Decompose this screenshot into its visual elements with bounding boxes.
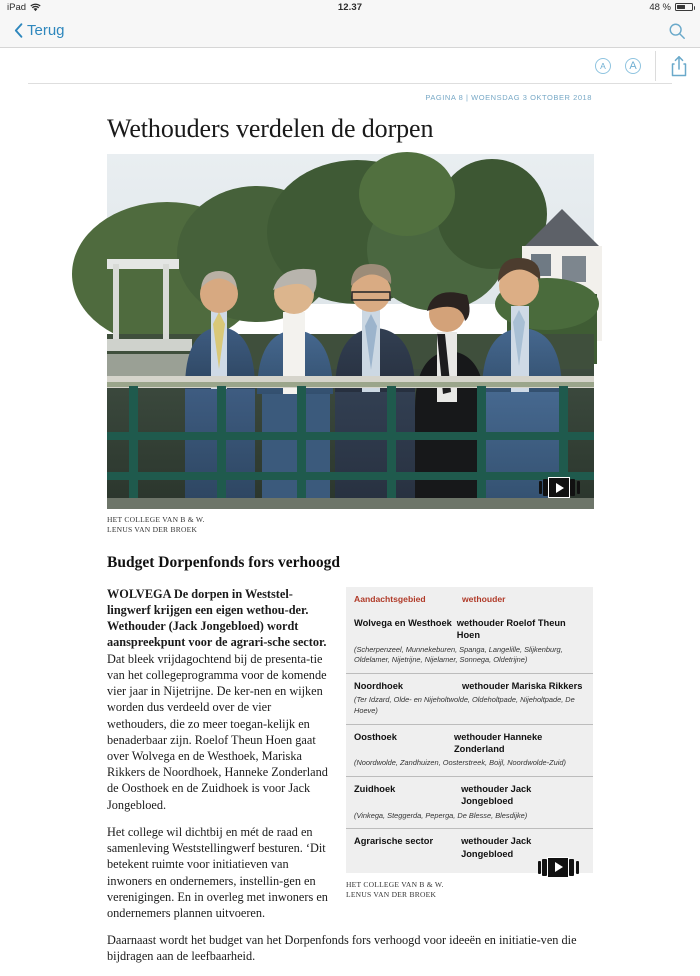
play-bar-right-outer — [576, 861, 579, 874]
table-cell-villages: (Scherpenzeel, Munnekeburen, Spanga, Langelille, Slijkenburg, Oldelamer, Nijetrijne, Nijelamer, Sonnega, Oldetrijne) — [354, 644, 563, 665]
reader-toolbar — [0, 48, 700, 83]
article-paragraph-2: Dat bleek vrijdagochtend bij de presenta‐tie van het collegeprogramma voor de komende vier jaar in Nijetrijne. De ker‐nen en wijken worden dus verdeeld over de vier wethouders, die zo meer toegan‐kelijk en benaderbaar zijn. Roelof Theun Hoen gaat over Wolvega en de Westhoek, Mariska Rikkers de Noordhoek, Hanneke Zonderland de Oosthoek en de Zuidhoek is voor Jack Jongebloed. — [107, 651, 328, 812]
text-size-decrease-button[interactable]: A — [595, 58, 611, 74]
play-bar-left-outer — [539, 481, 542, 494]
table-cell-villages: (Ter Idzard, Olde- en Nijeholtwolde, Oldeholtpade, Nijeholtpade, De Hoeve) — [354, 695, 575, 716]
toolbar-divider — [655, 51, 656, 81]
article-photo[interactable] — [107, 154, 594, 509]
play-bar-right-outer — [577, 481, 580, 494]
status-bar — [0, 0, 700, 14]
table-row — [346, 776, 593, 828]
table-cell-official: wethouder Hanneke Zonderland — [453, 731, 543, 755]
photo-credit-line-2: LENUS VAN DER BROEK — [107, 524, 198, 534]
article-paragraph-3: Het college wil dichtbij en mét de raad en samenleving Weststellingwerf besturen. ‘Dit betekent ruimte voor initiatieven van inwoners en ondernemers, instellin‐gen en verenigingen. En in overleg met inwoners en ondernemers plannen uitvoeren. — [107, 824, 328, 920]
table-row — [346, 724, 593, 776]
search-icon[interactable] — [668, 22, 686, 40]
article-lead-paragraph: WOLVEGA De dorpen in Weststel‐lingwerf krijgen een eigen wethou‐der. Wethouder (Jack Jongebloed) wordt aanspreekpunt voor de agrari‐sche sector. — [107, 586, 327, 650]
photo-credit-line-1: HET COLLEGE VAN B & W. — [107, 515, 205, 524]
battery-icon — [675, 3, 693, 11]
photo-credit — [107, 515, 593, 535]
article-container — [0, 93, 700, 976]
table-credit-line-2: LENUS VAN DER BROEK — [346, 889, 437, 899]
play-button-icon[interactable] — [547, 857, 569, 878]
table-credit — [346, 880, 593, 900]
table-row — [346, 611, 593, 673]
portfolio-table — [346, 587, 593, 873]
back-button-label: Terug — [27, 22, 65, 39]
table-cell-official: wethouder Roelof Theun Hoen — [456, 618, 566, 641]
play-button-icon[interactable] — [548, 477, 570, 498]
share-icon[interactable] — [670, 55, 688, 77]
table-cell-area: Oosthoek — [354, 731, 397, 742]
table-credit-line-1: HET COLLEGE VAN B & W. — [346, 879, 444, 889]
article-body — [107, 586, 593, 976]
text-size-controls — [595, 58, 655, 74]
photo-play-button[interactable] — [537, 477, 581, 498]
back-button[interactable] — [14, 22, 65, 39]
play-bar-right-inner — [569, 859, 574, 876]
navigation-bar — [0, 14, 700, 48]
table-header-row — [346, 587, 593, 611]
battery-percent-label: 48 % — [649, 1, 671, 13]
status-bar-right — [649, 2, 693, 13]
table-cell-area: Noordhoek — [354, 681, 404, 692]
status-bar-clock: 12.37 — [337, 1, 363, 13]
chevron-left-icon — [14, 23, 23, 38]
device-name: iPad — [7, 1, 27, 13]
table-cell-villages: (Noordwolde, Zandhuizen, Oosterstreek, Boijl, Noordwolde-Zuid) — [354, 758, 566, 768]
table-header-area: Aandachtsgebied — [354, 593, 426, 604]
table-cell-villages: (Vinkega, Steggerda, Peperga, De Blesse, Blesdijke) — [354, 810, 528, 820]
table-cell-official: wethouder Jack Jongebloed — [461, 784, 532, 807]
table-header-official: wethouder — [462, 593, 506, 604]
table-cell-area: Agrarische sector — [354, 836, 434, 847]
article-paragraph-4: Daarnaast wordt het budget van het Dorpenfonds fors verhoogd voor ideeën en initiatie‐ven die bijdragen aan de leefbaarheid. — [107, 933, 577, 964]
article-subheadline: Budget Dorpenfonds fors verhoogd — [107, 553, 340, 571]
play-bar-left-outer — [538, 861, 541, 874]
table-cell-official: wethouder Jack Jongebloed — [461, 836, 532, 859]
table-cell-area: Wolvega en Westhoek — [354, 618, 452, 629]
table-play-button[interactable] — [536, 857, 580, 878]
article-meta: PAGINA 8 | WOENSDAG 3 OKTOBER 2018 — [425, 93, 592, 102]
table-cell-official: wethouder Mariska Rikkers — [462, 681, 583, 692]
play-bar-right-inner — [570, 479, 575, 496]
text-size-increase-button[interactable]: A — [625, 58, 641, 74]
table-cell-area: Zuidhoek — [354, 784, 396, 795]
sidebar-table-block — [346, 587, 593, 900]
toolbar-rule — [28, 83, 672, 84]
page-title: Wethouders verdelen de dorpen — [107, 114, 434, 143]
table-row — [346, 673, 593, 724]
